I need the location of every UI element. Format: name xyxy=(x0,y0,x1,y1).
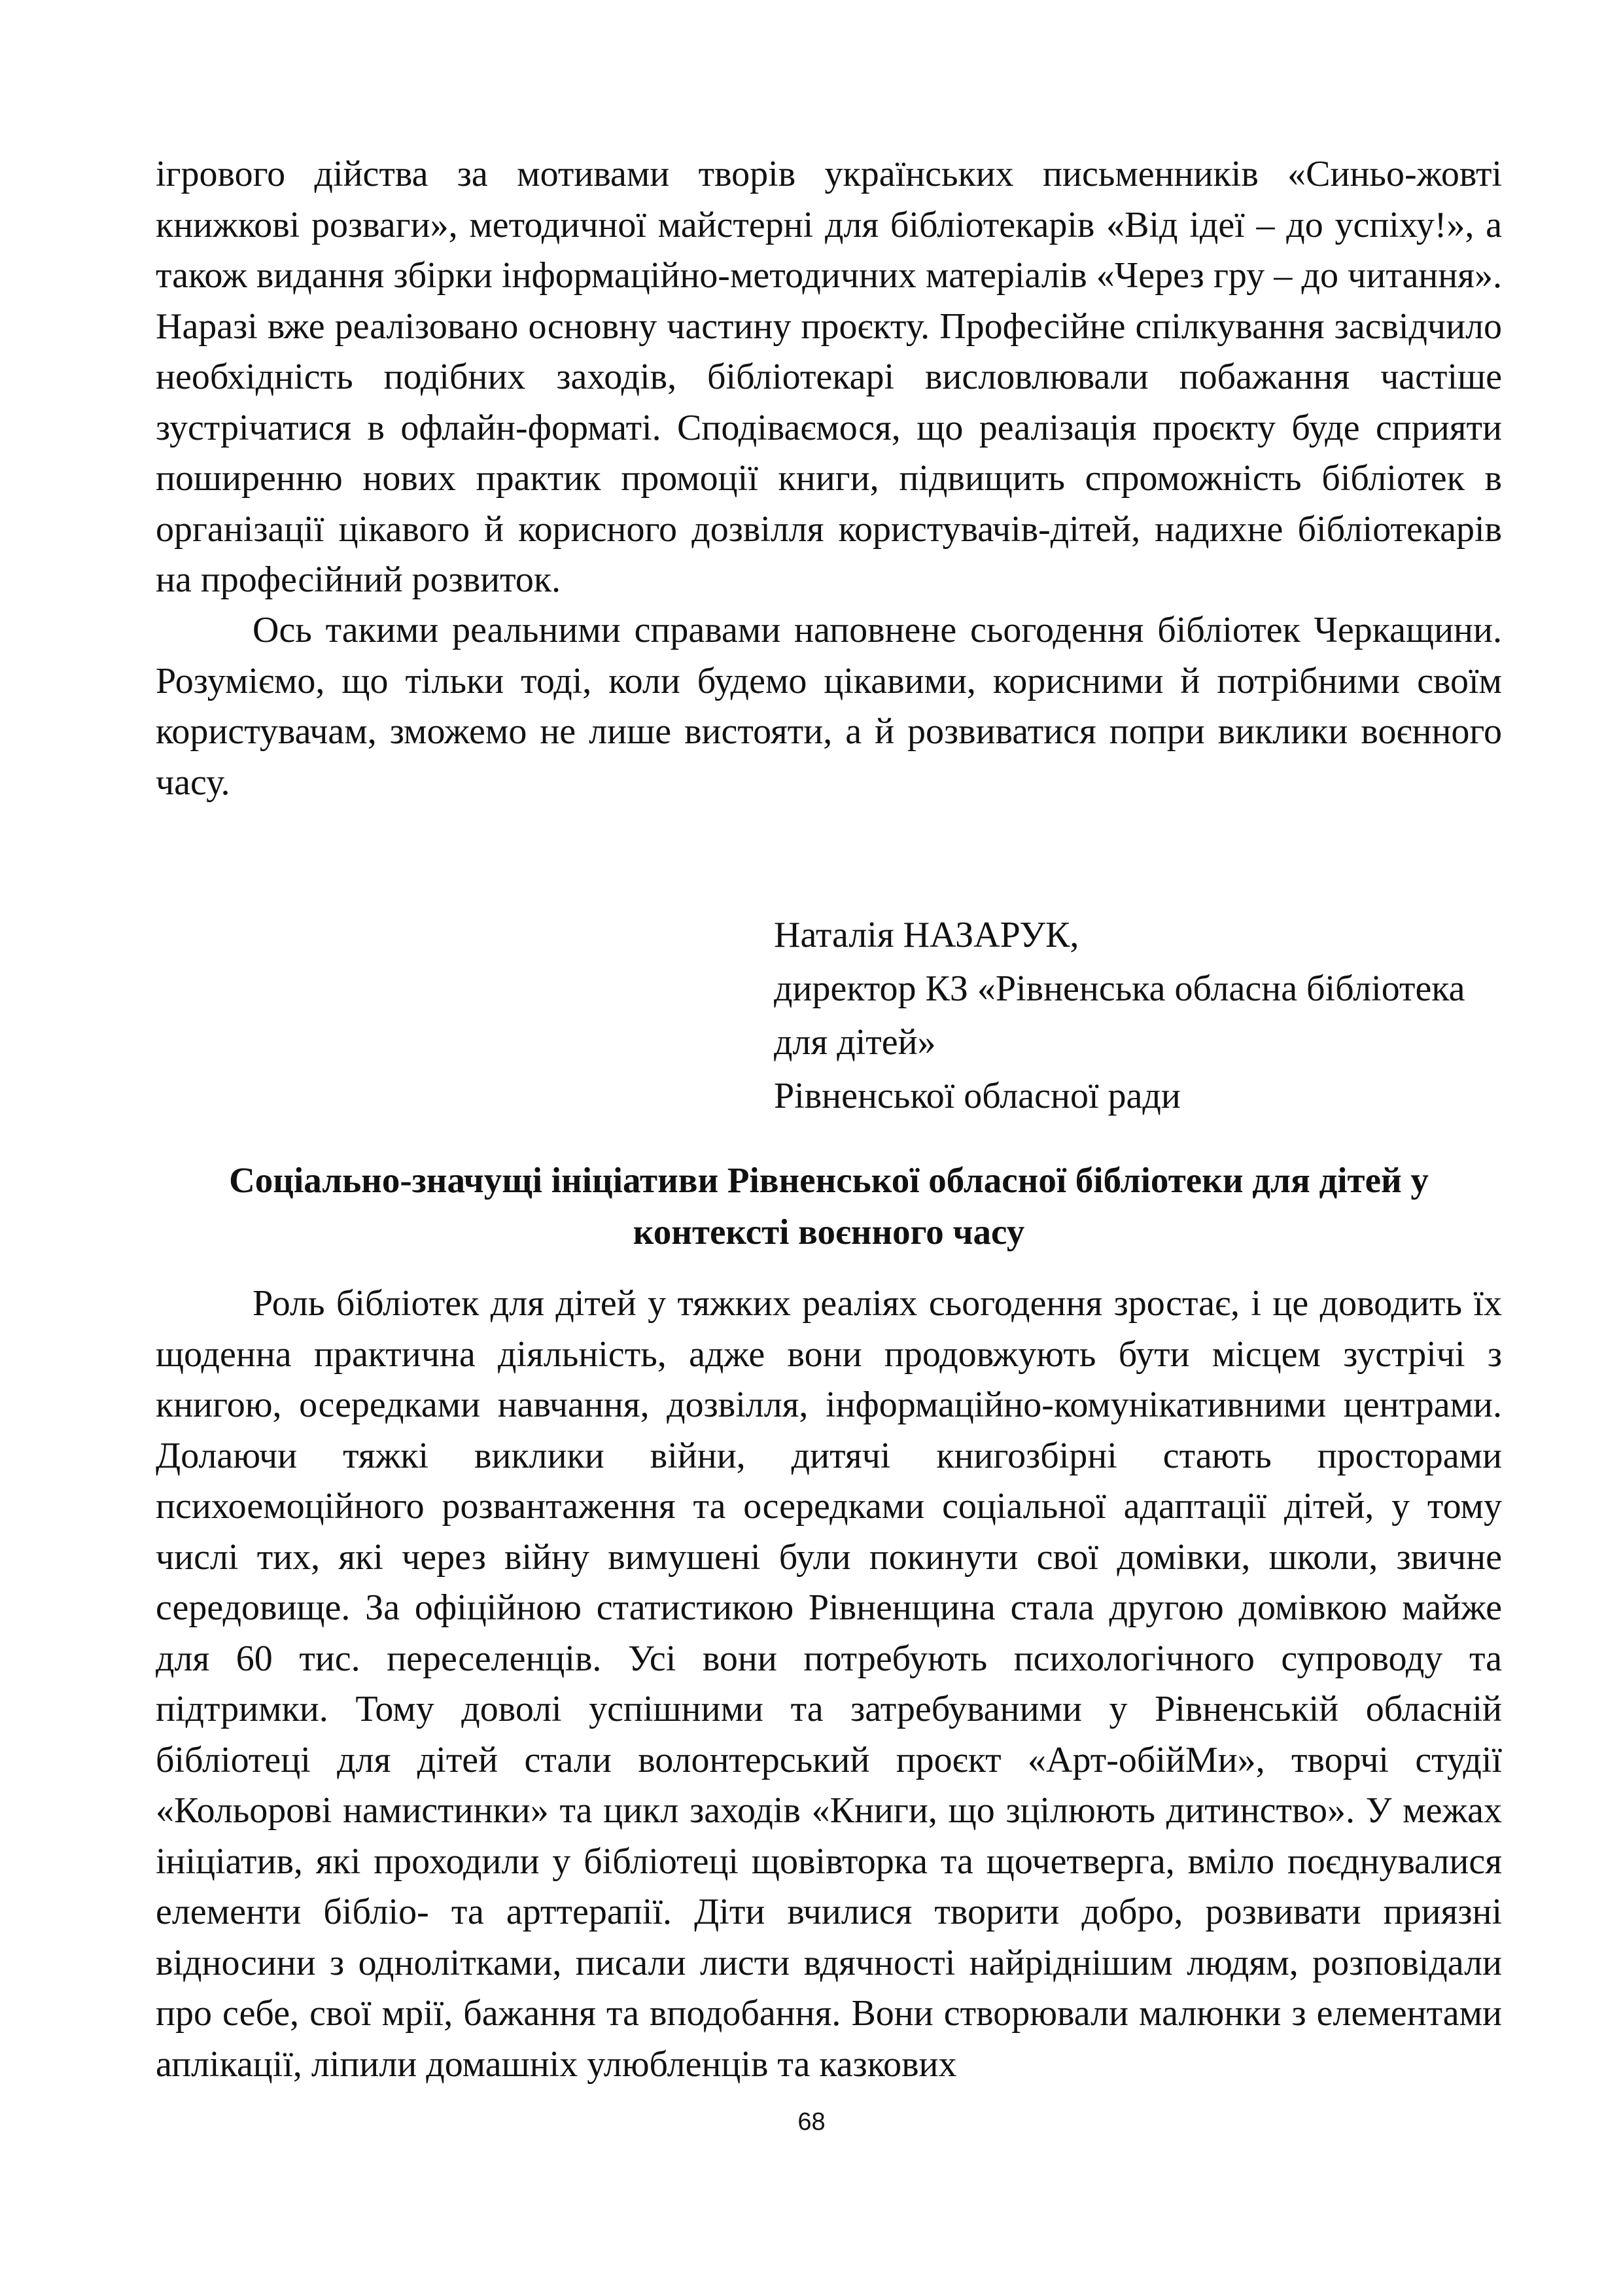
author-signature-block xyxy=(774,908,1559,1123)
author-position-line: Рівненської обласної ради xyxy=(774,1076,1181,1116)
continued-paragraph xyxy=(156,149,1502,606)
closing-paragraph-text: Ось такими реальними справами наповнене сьогодення бібліотек Черкащини. Розуміємо, що тільки тоді, коли будемо цікавими, корисними й потрібними своїм користувачам, зможемо не лише вистояти, а й розвиватися попри виклики воєнного часу. xyxy=(156,610,1502,803)
continued-paragraph-text: ігрового дійства за мотивами творів українських письменників «Синьо-жовті книжкові розваги», методичної майстерні для бібліотекарів «Від ідеї – до успіху!», а також видання збірки інформаційно-методичних матеріалів «Через гру – до читання». Наразі вже реалізовано основну частину проєкту. Професійне спілкування засвідчило необхідність подібних заходів, бібліотекарі висловлювали побажання частіше зустрічатися в офлайн-форматі. Сподіваємося, що реалізація проєкту буде сприяти поширенню нових практик промоції книги, підвищить спроможність бібліотек в організації цікавого й корисного дозвілля користувачів-дітей, надихне бібліотекарів на професійний розвиток. xyxy=(156,154,1502,600)
article-title xyxy=(156,1154,1502,1258)
page-number: 68 xyxy=(797,2108,826,2136)
article-title-line: контексті воєнного часу xyxy=(633,1212,1025,1252)
closing-paragraph xyxy=(156,605,1502,808)
article-paragraph-text: Роль бібліотек для дітей у тяжких реаліях сьогодення зростає, і це доводить їх щоденна практична діяльність, адже вони продовжують бути місцем зустрічі з книгою, осередками навчання, дозвілля, інформаційно-комунікативними центрами. Долаючи тяжкі виклики війни, дитячі книгозбірні стають просторами психоемоційного розвантаження та осередками соціальної адаптації дітей, у тому числі тих, які через війну вимушені були покинути свої домівки, школи, звичне середовище. За офіційною статистикою Рівненщина стала другою домівкою майже для 60 тис. переселенців. Усі вони потребують психологічного супроводу та підтримки. Тому доволі успішними та затребуваними у Рівненській обласній бібліотеці для дітей стали волонтерський проєкт «Арт-обійМи», творчі студії «Кольорові намистинки» та цикл заходів «Книги, що зцілюють дитинство». У межах ініціатив, які проходили у бібліотеці щовівторка та щочетверга, вміло поєднувалися елементи бібліо- та арттерапії. Діти вчилися творити добро, розвивати приязні відносини з однолітками, писали листи вдячності найріднішим людям, розповідали про себе, свої мрії, бажання та вподобання. Вони створювали малюнки з елементами аплікації, ліпили домашніх улюбленців та казкових xyxy=(156,1283,1502,2085)
article-title-line: Соціально-значущі ініціативи Рівненської обласної бібліотеки для дітей у xyxy=(229,1160,1429,1200)
author-position-line: для дітей» xyxy=(774,1022,936,1063)
article-paragraph xyxy=(156,1279,1502,2090)
author-name: Наталія НАЗАРУК, xyxy=(774,915,1079,955)
author-position-line: директор КЗ «Рівненська обласна бібліотека xyxy=(774,968,1465,1009)
